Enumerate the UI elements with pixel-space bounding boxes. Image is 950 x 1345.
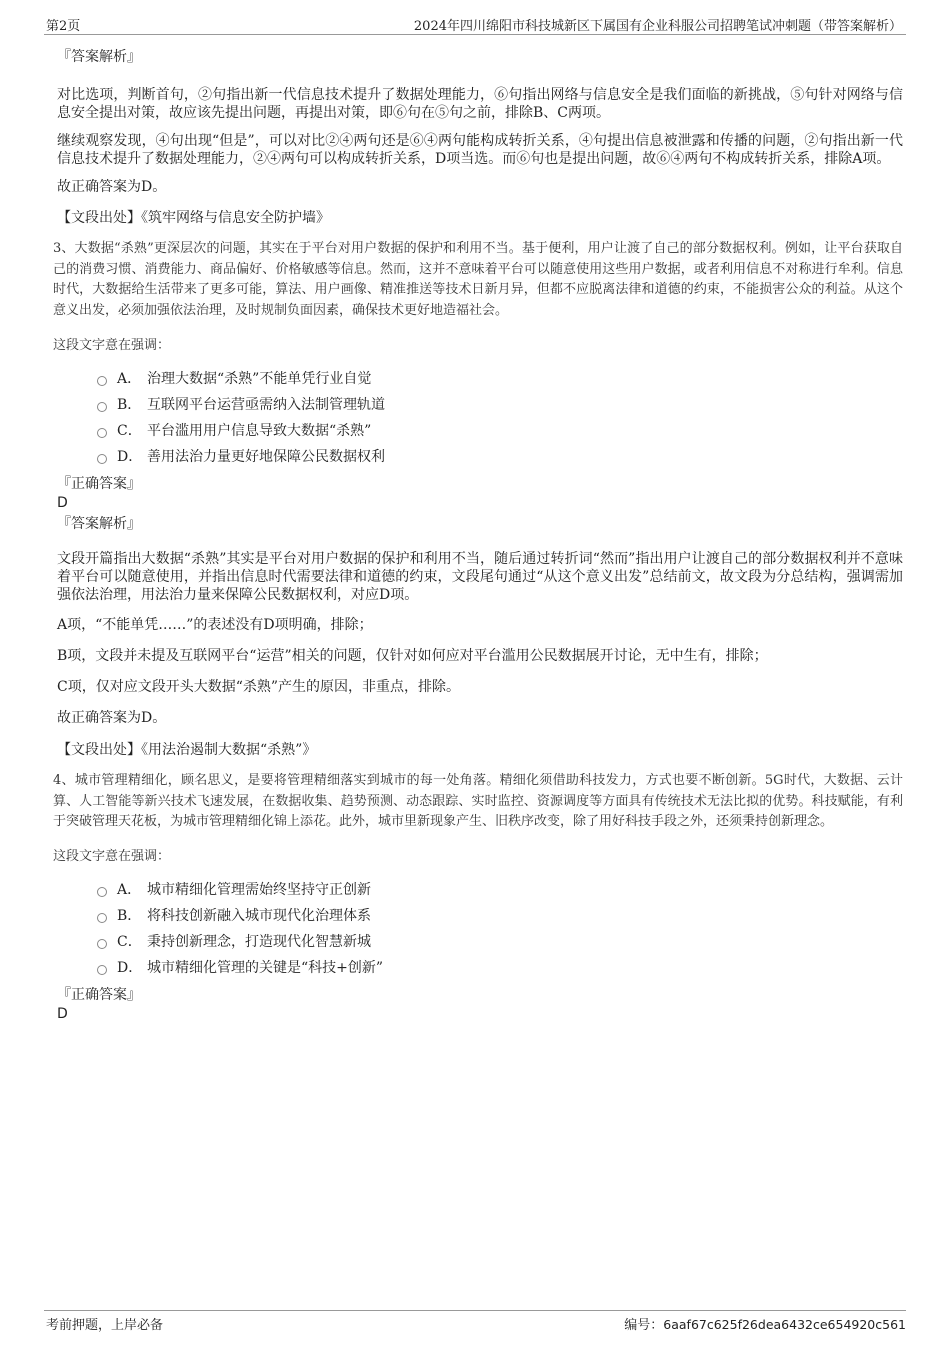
- radio-icon[interactable]: [97, 939, 107, 949]
- radio-icon[interactable]: [97, 428, 107, 438]
- q3-analysis-p1: 文段开篇指出大数据“杀熟”其实是平台对用户数据的保护和利用不当，随后通过转折词“然而”指出用户让渡自己的部分数据权利并不意味着平台可以随意使用，并指出信息时代需要法律和道德的约束，文段尾句通过“从这个意义出发”总结前文，故文段为分总结构，强调需加强依法治理，用法治力量来保障公民数据权利，对应D项。: [57, 550, 903, 603]
- q3-conclusion: 故正确答案为D。: [57, 709, 167, 726]
- radio-icon[interactable]: [97, 965, 107, 975]
- q4-option-a[interactable]: A． 城市精细化管理需始终坚持守正创新: [97, 877, 903, 903]
- q4-option-c[interactable]: C． 秉持创新理念，打造现代化智慧新城: [97, 929, 903, 955]
- q2-analysis-p1: 对比选项，判断首句，②句指出新一代信息技术提升了数据处理能力，⑥句指出网络与信息安全是我们面临的新挑战，⑤句针对网络与信息安全提出对策，故应该先提出问题，再提出对策，即⑥句在⑤句之前，排除B、C两项。: [57, 87, 903, 121]
- q3-option-b[interactable]: B． 互联网平台运营亟需纳入法制管理轨道: [97, 392, 903, 418]
- q3-option-d[interactable]: D． 善用法治力量更好地保障公民数据权利: [97, 444, 903, 470]
- q3-prompt: 这段文字意在强调：: [53, 337, 171, 353]
- q3-analysis-p2: A项，“不能单凭……”的表述没有D项明确，排除；: [57, 616, 373, 633]
- document-id-label: 编号：: [624, 1318, 664, 1333]
- q3-option-c[interactable]: C． 平台滥用用户信息导致大数据“杀熟”: [97, 418, 903, 444]
- page-footer: [44, 1310, 906, 1331]
- radio-icon[interactable]: [97, 402, 107, 412]
- q3-answer: D: [57, 494, 68, 511]
- radio-icon[interactable]: [97, 913, 107, 923]
- q3-analysis-p4: C项，仅对应文段开头大数据“杀熟”产生的原因，非重点，排除。: [57, 678, 461, 695]
- q3-option-a[interactable]: A． 治理大数据“杀熟”不能单凭行业自觉: [97, 366, 903, 392]
- q3-analysis-label: 『答案解析』: [57, 515, 141, 532]
- radio-icon[interactable]: [97, 376, 107, 386]
- radio-icon[interactable]: [97, 454, 107, 464]
- q2-analysis-p2: 继续观察发现，④句出现“但是”，可以对比②④两句还是⑥④两句能构成转折关系，④句提出信息被泄露和传播的问题，②句指出新一代信息技术提升了数据处理能力，②④两句可以构成转折关系，D项当选。而⑥句也是提出问题，故⑥④两句不构成转折关系，排除A项。: [57, 133, 903, 167]
- page-header: [44, 14, 906, 35]
- q4-text: 4、城市管理精细化，顾名思义，是要将管理精细落实到城市的每一处角落。精细化须借助科技发力，方式也要不断创新。5G时代，大数据、云计算、人工智能等新兴技术飞速发展，在数据收集、趋势预测、动态跟踪、实时监控、资源调度等方面具有传统技术无法比拟的优势。科技赋能，有利于突破管理天花板，为城市管理精细化锦上添花。此外，城市里新现象产生、旧秩序改变，除了用好科技手段之外，还须秉持创新理念。: [53, 772, 903, 830]
- q4-answer: D: [57, 1005, 68, 1022]
- q2-analysis-label: 『答案解析』: [57, 49, 141, 65]
- q3-analysis-p3: B项，文段并未提及互联网平台“运营”相关的问题，仅针对如何应对平台滥用公民数据展开讨论，无中生有，排除；: [57, 647, 768, 664]
- q2-conclusion: 故正确答案为D。: [57, 179, 167, 195]
- q4-prompt: 这段文字意在强调：: [53, 848, 171, 864]
- radio-icon[interactable]: [97, 887, 107, 897]
- q3-text: 3、大数据“杀熟”更深层次的问题，其实在于平台对用户数据的保护和利用不当。基于便利，用户让渡了自己的部分数据权利。例如，让平台获取自己的消费习惯、消费能力、商品偏好、价格敏感等信息。然而，这并不意味着平台可以随意使用这些用户数据，或者利用信息不对称进行牟利。信息时代，大数据给生活带来了更多可能，算法、用户画像、精准推送等技术日新月异，但都不应脱离法律和道德的约束，不能损害公众的利益。从这个意义出发，必须加强依法治理，及时规制负面因素，确保技术更好地造福社会。: [53, 241, 903, 319]
- document-body: [55, 42, 903, 1023]
- document-title: 2024年四川绵阳市科技城新区下属国有企业科服公司招聘笔试冲刺题（带答案解析）: [413, 19, 902, 34]
- document-id-code: 6aaf67c625f26dea6432ce654920c561: [663, 1317, 906, 1332]
- page-number: 第2页: [46, 19, 81, 34]
- q4-answer-label: 『正确答案』: [57, 986, 141, 1003]
- footer-slogan: 考前押题，上岸必备: [46, 1318, 164, 1333]
- q3-source: 【文段出处】《用法治遏制大数据“杀熟”》: [57, 741, 317, 758]
- q3-options: [97, 366, 903, 470]
- q2-source: 【文段出处】《筑牢网络与信息安全防护墙》: [57, 210, 330, 226]
- q4-option-b[interactable]: B． 将科技创新融入城市现代化治理体系: [97, 903, 903, 929]
- document-id: [624, 1314, 906, 1333]
- q3-answer-label: 『正确答案』: [57, 475, 141, 492]
- q4-options: [97, 877, 903, 981]
- q4-option-d[interactable]: D． 城市精细化管理的关键是“科技+创新”: [97, 955, 903, 981]
